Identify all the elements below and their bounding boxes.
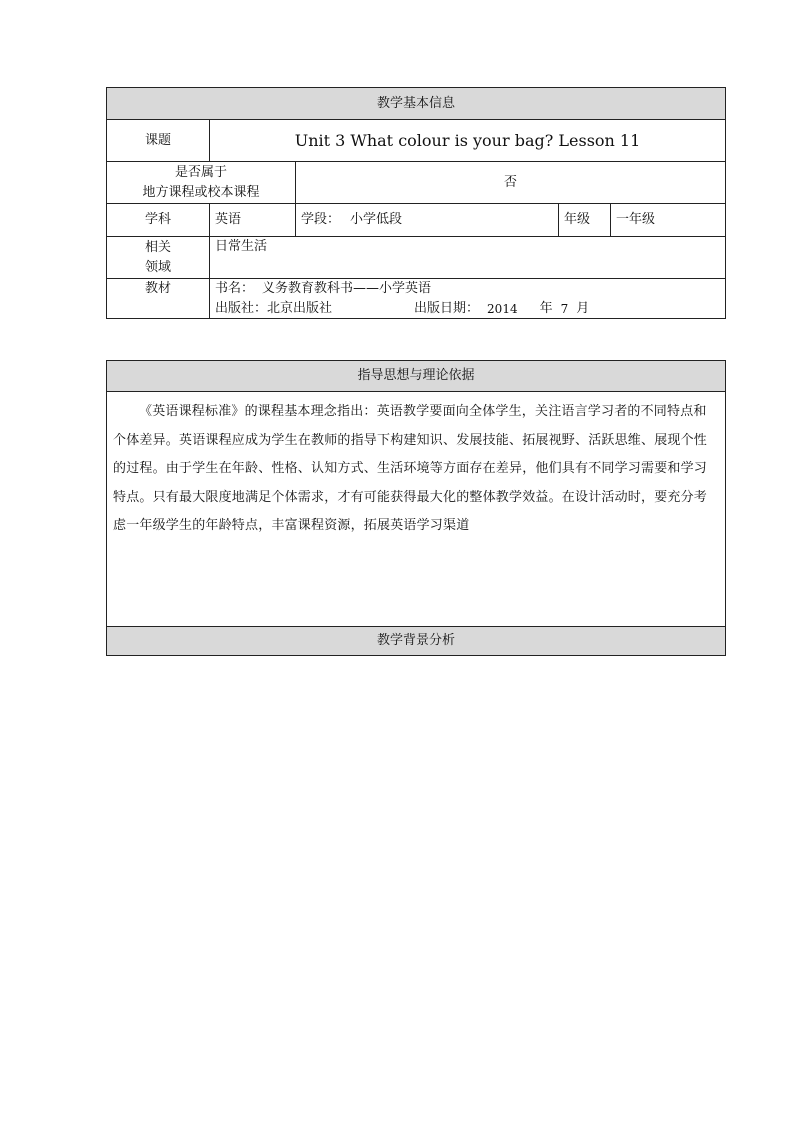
publisher-line: [215, 299, 725, 319]
textbook-row: [107, 278, 725, 319]
local-course-label-line2: 地方课程或校本课程: [142, 184, 260, 200]
stage-cell: [295, 204, 558, 236]
field-label-line1: 相关: [144, 239, 171, 255]
local-course-label-line1: 是否属于: [174, 164, 227, 180]
month-unit: 月: [576, 301, 590, 316]
basic-info-header: 教学基本信息: [107, 88, 725, 119]
grade-value: 一年级: [610, 204, 725, 236]
background-header: 教学背景分析: [107, 627, 725, 655]
guidance-table: [106, 360, 726, 656]
subject-row: [107, 203, 725, 236]
topic-label: 课题: [144, 132, 171, 148]
pub-date-label: 出版日期：: [414, 301, 480, 316]
guidance-header: 指导思想与理论依据: [107, 361, 725, 391]
field-label-line2: 领域: [144, 259, 171, 275]
publisher-value: 北京出版社: [267, 301, 333, 316]
basic-info-table: [106, 87, 726, 319]
basic-info-header-row: [107, 88, 725, 119]
stage-label: 学段：: [301, 212, 341, 227]
field-row: [107, 236, 725, 278]
pub-year: 2014: [487, 302, 518, 316]
guidance-paragraph: [107, 392, 725, 626]
guidance-body-row: [107, 391, 725, 626]
textbook-details: [209, 279, 725, 319]
guidance-text: 《英语课程标准》的课程基本理念指出：英语教学要面向全体学生，关注语言学习者的不同特点和个体差异。英语课程应成为学生在教师的指导下构建知识、发展技能、拓展视野、活跃思维、展现个性的过程。由于学生在年龄、性格、认知方式、生活环境等方面存在差异，他们具有不同学习需要和学习特点。只有最大限度地满足个体需求，才有可能获得最大化的整体教学效益。在设计活动时，要充分考虑一年级学生的年龄特点，丰富课程资源，拓展英语学习渠道: [113, 404, 708, 533]
field-label: [107, 237, 209, 278]
textbook-label: 教材: [144, 281, 171, 296]
stage-value: 小学低段: [350, 212, 403, 227]
subject-label: 学科: [144, 212, 171, 227]
subject-value: 英语: [209, 204, 295, 236]
local-course-value: 否: [295, 162, 725, 203]
local-course-label: [107, 162, 295, 203]
topic-value: Unit 3 What colour is your bag? Lesson 11: [209, 120, 725, 161]
grade-label: 年级: [558, 204, 610, 236]
book-name-line: [215, 279, 725, 299]
field-value: 日常生活: [209, 237, 725, 278]
book-name-value: 义务教育教科书——小学英语: [262, 281, 432, 296]
local-course-row: [107, 161, 725, 203]
background-header-row: [107, 626, 725, 655]
year-unit: 年: [539, 301, 553, 316]
publisher-label: 出版社：: [215, 301, 268, 316]
guidance-header-row: [107, 361, 725, 391]
topic-row: [107, 119, 725, 161]
pub-month: 7: [560, 302, 569, 316]
book-name-label: 书名：: [215, 281, 255, 296]
